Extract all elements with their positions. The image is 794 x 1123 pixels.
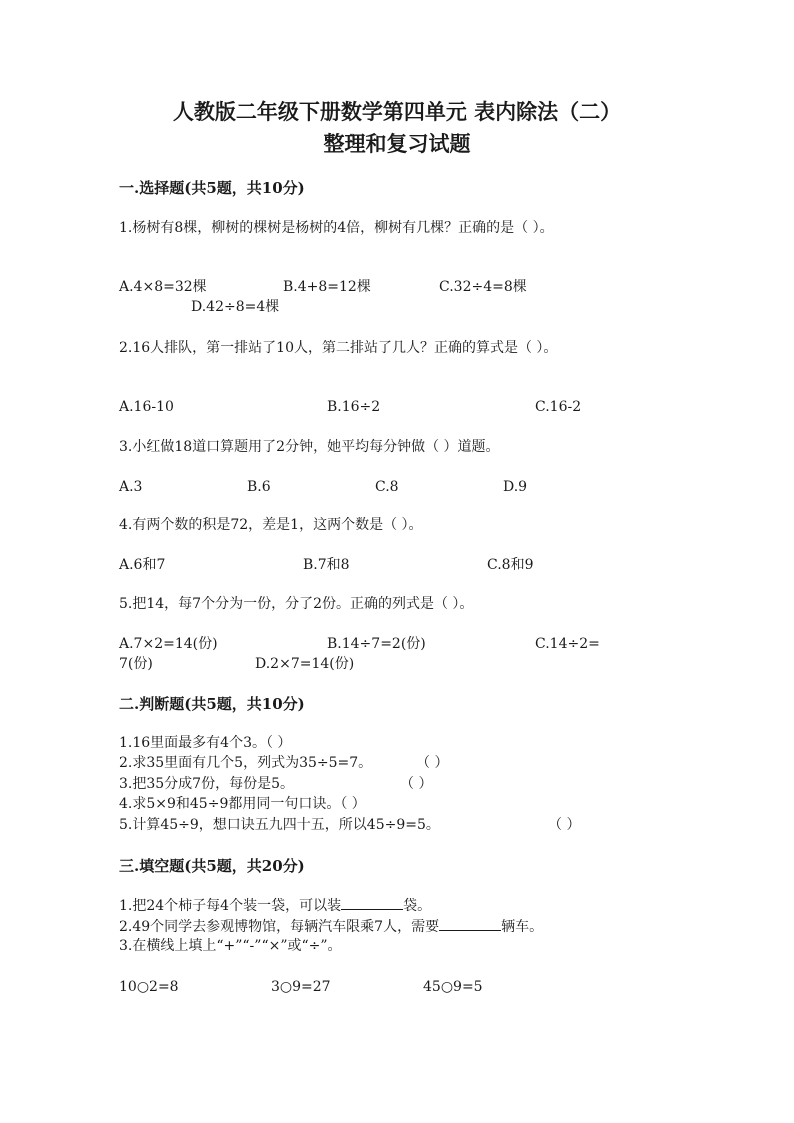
fill-question-1 <box>119 895 431 916</box>
fill-q1-suffix: 袋。 <box>403 898 432 914</box>
choice-q2-option-c: C.16-2 <box>535 399 582 415</box>
section-heading-judge: 二.判断题(共5题，共10分) <box>119 695 305 713</box>
judge-item-3-paren: （ ） <box>400 776 433 792</box>
fill-expression-2: 3○9=27 <box>271 979 331 995</box>
choice-question-1: 1.杨树有8棵，柳树的棵树是杨树的4倍，柳树有几棵？正确的是（ ）。 <box>119 220 554 236</box>
judge-item-1: 1.16里面最多有4个3。（ ） <box>119 735 292 751</box>
choice-q3-option-d: D.9 <box>503 479 528 495</box>
fill-q1-blank[interactable] <box>341 895 403 910</box>
choice-question-2: 2.16人排队，第一排站了10人，第二排站了几人？正确的算式是（ ）。 <box>119 340 558 356</box>
judge-item-5-paren: （ ） <box>548 817 581 833</box>
fill-question-2 <box>119 916 543 937</box>
fill-expression-1: 10○2=8 <box>119 979 179 995</box>
fill-q2-blank[interactable] <box>439 916 501 931</box>
choice-q5-option-c: C.14÷2= <box>535 636 600 652</box>
choice-q3-option-b: B.6 <box>247 479 271 495</box>
choice-question-5: 5.把14，每7个分为一份，分了2份。正确的列式是（ ）。 <box>119 596 474 612</box>
fill-q2-suffix: 辆车。 <box>501 919 544 935</box>
fill-expression-3: 45○9=5 <box>423 979 483 995</box>
choice-q5-option-c-cont: 7(份) <box>119 656 153 672</box>
judge-item-4: 4.求5×9和45÷9都用同一句口诀。（ ） <box>119 796 366 812</box>
fill-q1-text: 1.把24个柿子每4个装一袋，可以装 <box>119 898 342 914</box>
choice-q3-option-a: A.3 <box>119 479 143 495</box>
judge-item-5: 5.计算45÷9，想口诀五九四十五，所以45÷9=5。 <box>119 817 440 833</box>
page-title: 人教版二年级下册数学第四单元 表内除法（二） <box>172 99 622 124</box>
choice-q4-option-b: B.7和8 <box>303 557 350 573</box>
choice-q5-option-a: A.7×2=14(份) <box>119 636 218 652</box>
fill-question-3: 3.在横线上填上“+”“-”“×”或“÷”。 <box>119 938 342 954</box>
choice-question-4: 4.有两个数的积是72，差是1，这两个数是（ ）。 <box>119 517 423 533</box>
judge-item-2: 2.求35里面有几个5，列式为35÷5=7。 <box>119 755 373 771</box>
fill-q2-text: 2.49个同学去参观博物馆，每辆汽车限乘7人，需要 <box>119 919 440 935</box>
choice-q2-option-a: A.16-10 <box>119 399 174 415</box>
choice-q2-option-b: B.16÷2 <box>327 399 381 415</box>
choice-q4-option-c: C.8和9 <box>487 557 534 573</box>
choice-q4-option-a: A.6和7 <box>119 557 166 573</box>
choice-q1-option-a: A.4×8=32棵 <box>119 279 207 295</box>
page-subtitle: 整理和复习试题 <box>323 131 471 156</box>
choice-q5-option-b: B.14÷7=2(份) <box>327 636 426 652</box>
judge-item-2-paren: （ ） <box>416 755 449 771</box>
choice-question-3: 3.小红做18道口算题用了2分钟，她平均每分钟做（ ）道题。 <box>119 439 500 455</box>
section-heading-fill: 三.填空题(共5题，共20分) <box>119 857 305 875</box>
section-heading-choice: 一.选择题(共5题，共10分) <box>119 179 305 197</box>
choice-q3-option-c: C.8 <box>375 479 399 495</box>
choice-q1-option-b: B.4+8=12棵 <box>283 279 371 295</box>
choice-q5-option-d: D.2×7=14(份) <box>255 656 355 672</box>
judge-item-3: 3.把35分成7份，每份是5。 <box>119 776 294 792</box>
choice-q1-option-c: C.32÷4=8棵 <box>439 279 527 295</box>
choice-q1-option-d: D.42÷8=4棵 <box>191 299 280 315</box>
